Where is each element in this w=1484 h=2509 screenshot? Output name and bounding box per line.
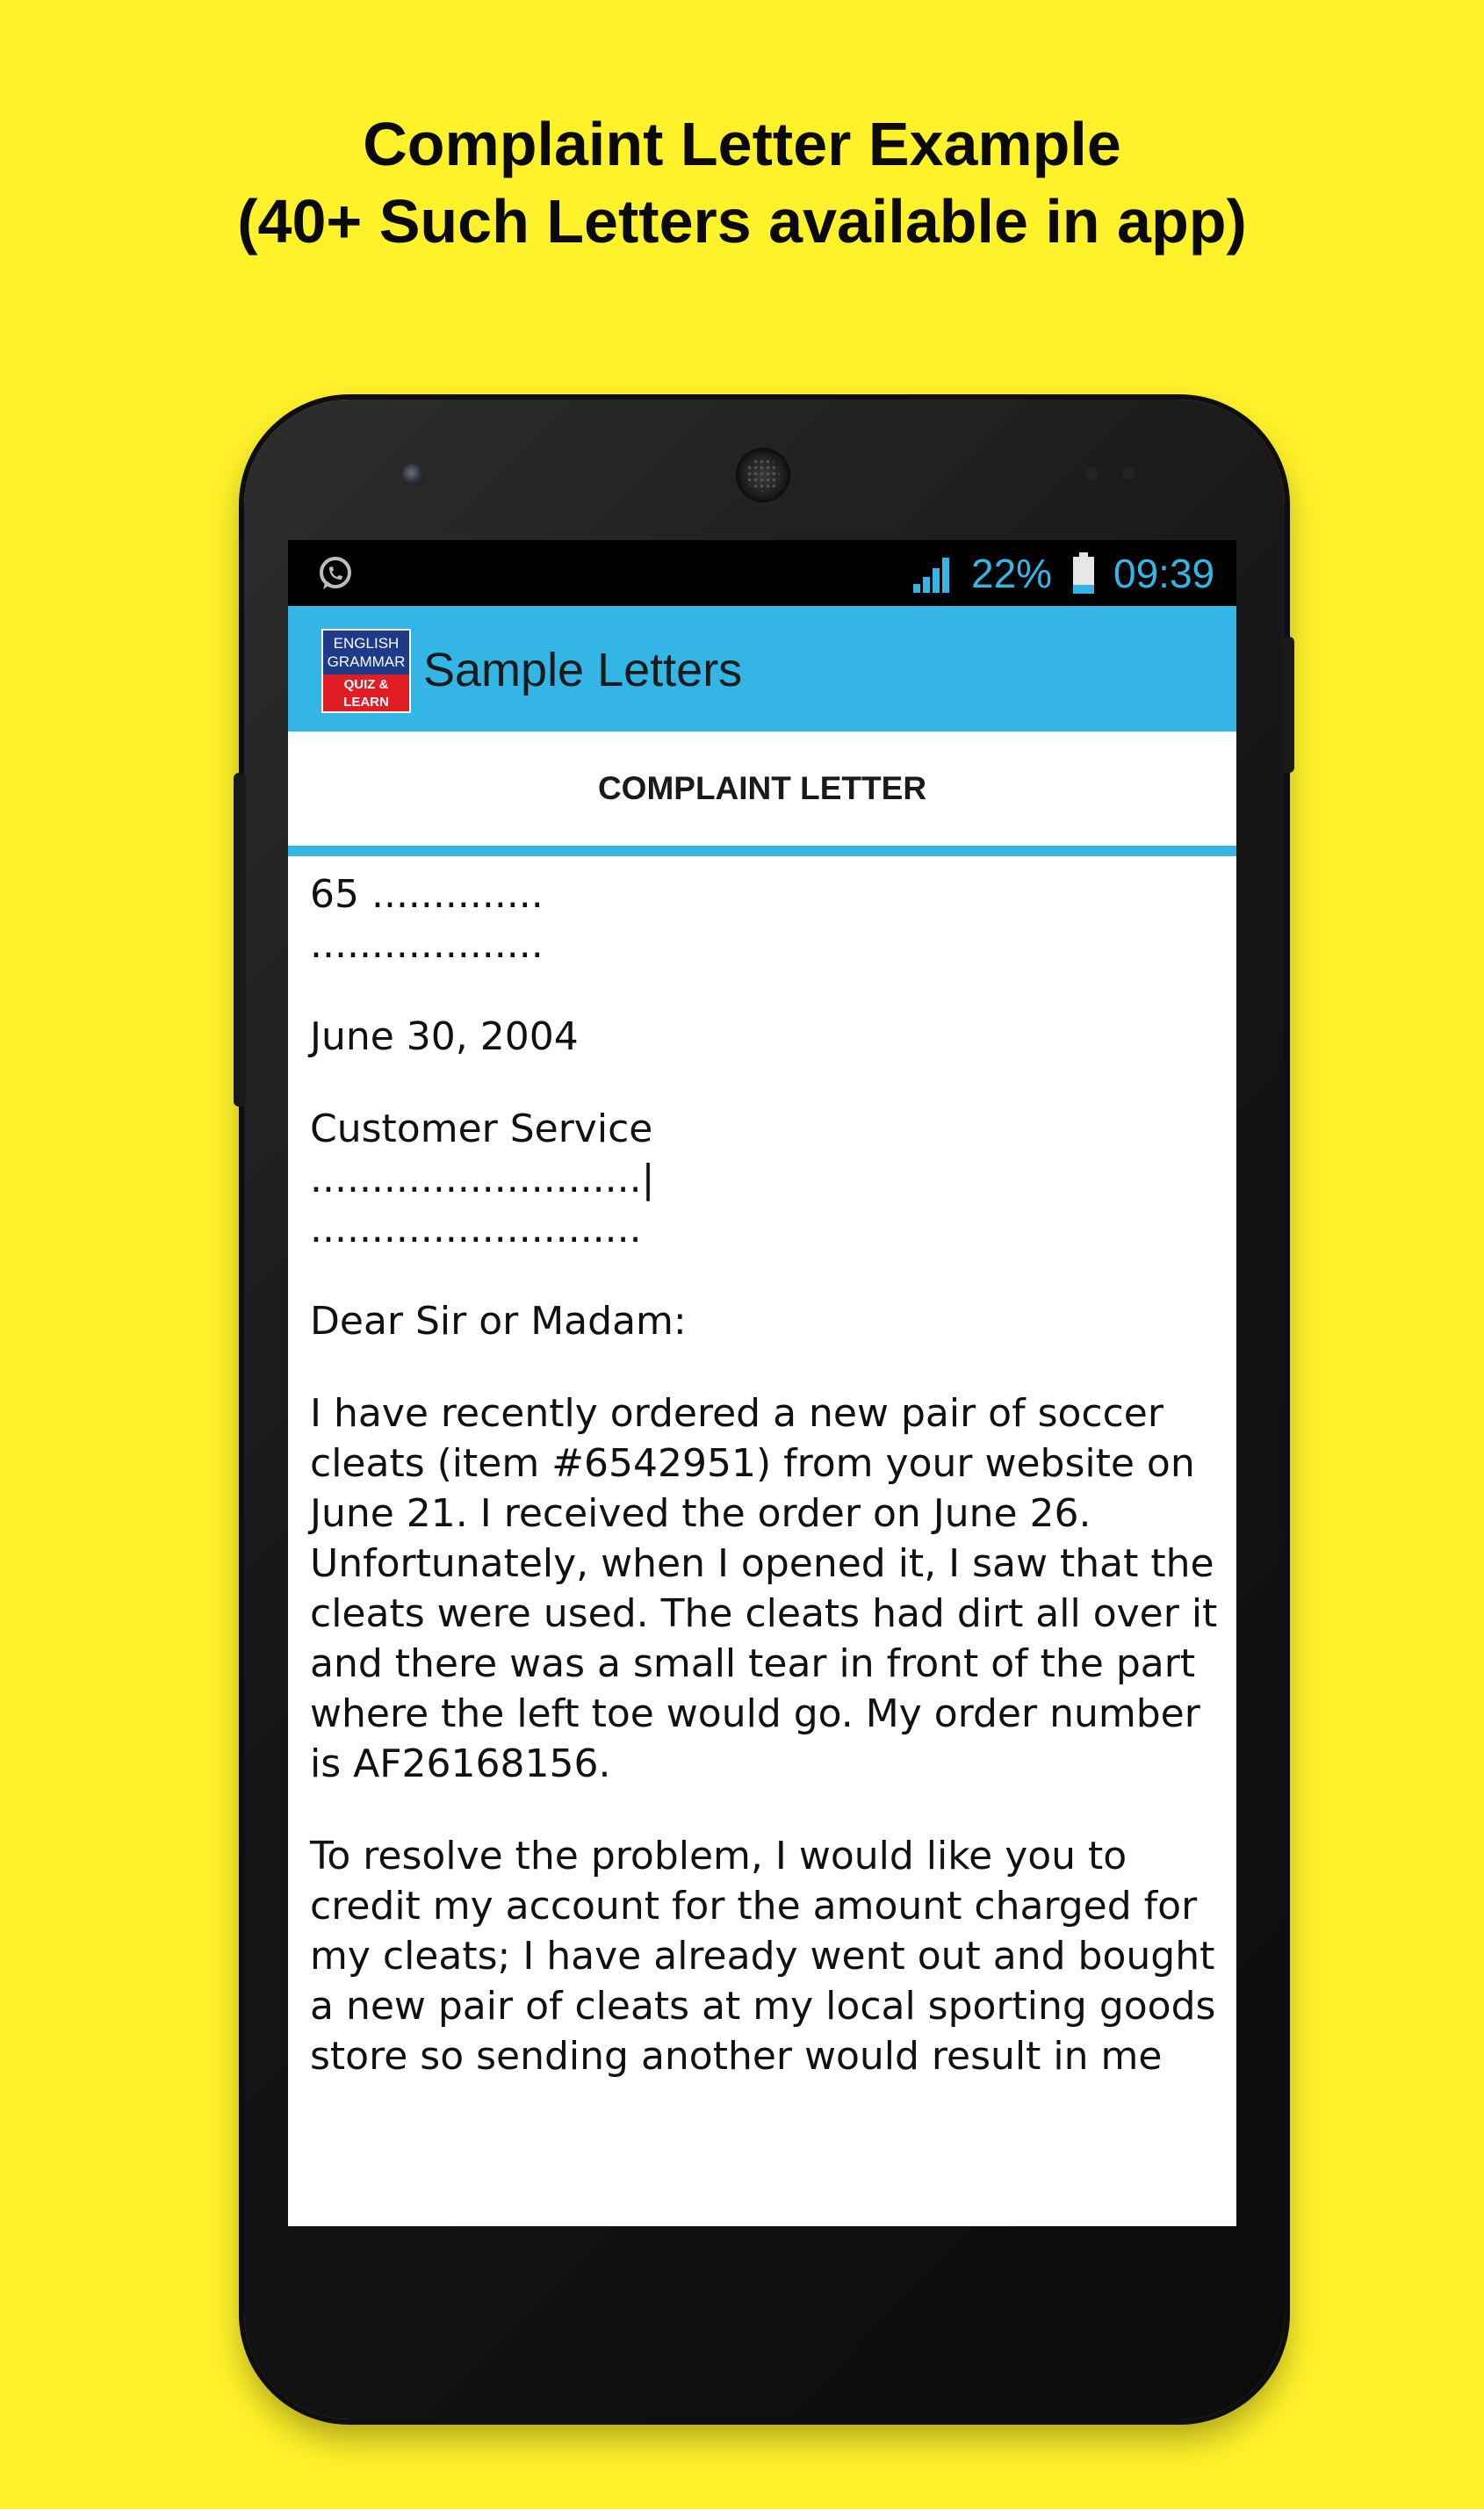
letter-recipient-line3: ...........................: [310, 1207, 642, 1251]
action-bar: [288, 606, 1236, 732]
phone-side-button-left: [234, 773, 246, 1107]
phone-screen: [288, 540, 1236, 2226]
letter-address-line1: 65 ..............: [310, 872, 544, 917]
light-sensor: [1122, 467, 1135, 479]
status-bar: [288, 540, 1236, 606]
status-clock: 09:39: [1113, 551, 1215, 596]
letter-date: June 30, 2004: [310, 1014, 579, 1059]
tab-indicator: [288, 846, 1236, 856]
letter-paragraph-1: I have recently ordered a new pair of soccer cleats (item #6542951) from your website on June 21. I received the order on June 26. Unfortunately, when I opened it, I saw that the cleats were used. The cleats had dirt all over it and there was a small tear in front of the part where the left toe would go. My order number is AF26168156.: [310, 1391, 1230, 1786]
phone-side-button-right: [1282, 637, 1294, 773]
earpiece-speaker: [736, 448, 790, 502]
letter-address: [310, 869, 1223, 970]
app-logo-line3: QUIZ &: [343, 677, 389, 692]
letter-address-line2: ...................: [310, 922, 544, 967]
whatsapp-icon: [316, 554, 355, 593]
letter-salutation: Dear Sir or Madam:: [310, 1299, 687, 1344]
app-title: Sample Letters: [423, 644, 743, 696]
scroll-fade: [288, 2086, 1236, 2226]
letter-paragraph-2: To resolve the problem, I would like you to credit my account for the amount charged for my cleats; I have already went out and bought a new pair of cleats at my local sporting goods store so sending another would result in me: [310, 1834, 1228, 2079]
app-logo-line4: LEARN: [343, 695, 389, 710]
app-logo-line2: GRAMMAR: [327, 653, 406, 670]
proximity-sensor: [1085, 467, 1098, 479]
letter-recipient-line1: Customer Service: [310, 1107, 653, 1151]
letter-body: [310, 869, 1230, 2123]
letter-recipient-line2: ...........................|: [310, 1157, 655, 1201]
tab-bar: [288, 732, 1236, 856]
tab-complaint-letter[interactable]: COMPLAINT LETTER: [597, 770, 927, 806]
battery-icon: [1072, 552, 1095, 595]
promo-headline-line2: (40+ Such Letters available in app): [237, 187, 1247, 256]
app-logo[interactable]: [321, 629, 411, 713]
app-logo-top: [323, 631, 409, 674]
letter-scroll-view[interactable]: [288, 869, 1236, 2226]
promo-headline-line1: Complaint Letter Example: [363, 110, 1121, 178]
signal-icon: [911, 556, 955, 593]
app-logo-line1: ENGLISH: [333, 635, 400, 652]
letter-recipient: [310, 1104, 1223, 1254]
battery-percent: 22%: [971, 551, 1053, 596]
promo-headline: [0, 105, 1484, 260]
app-logo-bottom: [323, 674, 409, 713]
front-camera: [402, 464, 425, 487]
